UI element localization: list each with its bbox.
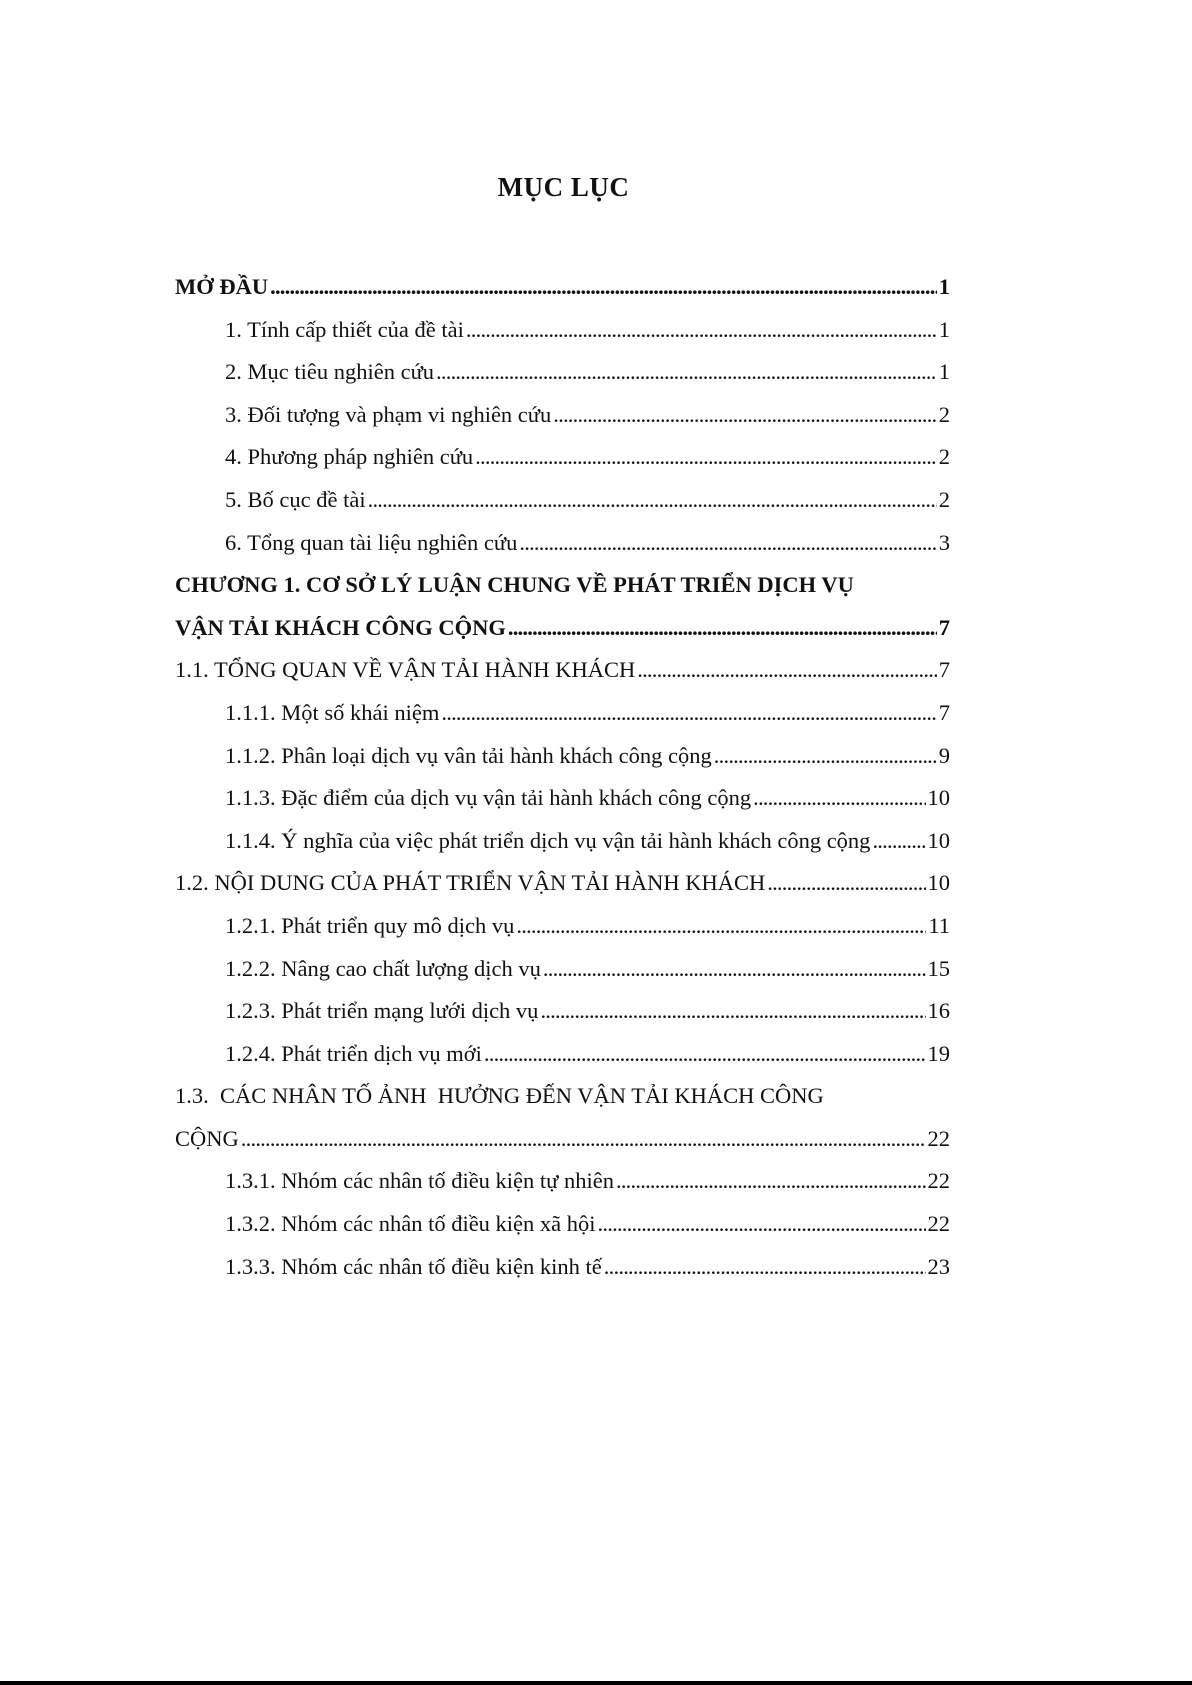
toc-entry-page: 7 (938, 657, 950, 683)
toc-entry-1-3-line1[interactable] (175, 1075, 950, 1118)
toc-dot-leader (475, 436, 937, 479)
toc-entry-page: 1 (938, 316, 950, 342)
toc-entry-phuong-phap[interactable] (175, 436, 950, 479)
toc-entry-1-1-2[interactable] (175, 735, 950, 778)
toc-dot-leader (543, 948, 926, 991)
toc-entry-page: 19 (927, 1040, 950, 1066)
toc-entry-1-1-4[interactable] (175, 820, 950, 863)
toc-entry-1-2-4[interactable] (175, 1033, 950, 1076)
toc-dot-leader (436, 351, 937, 394)
toc-entry-chuong-1-line2[interactable] (175, 607, 950, 650)
toc-dot-leader (872, 820, 925, 863)
toc-entry-label: 1. Tính cấp thiết của đề tài (225, 316, 464, 342)
toc-entry-page: 16 (927, 998, 950, 1024)
toc-entry-label: 3. Đối tượng và phạm vi nghiên cứu (225, 401, 552, 427)
toc-dot-leader (519, 522, 936, 565)
toc-entry-page: 7 (938, 699, 950, 725)
toc-entry-label: CHƯƠNG 1. CƠ SỞ LÝ LUẬN CHUNG VỀ PHÁT TRIỂN DỊCH VỤ (175, 572, 854, 598)
toc-entry-page: 22 (927, 1211, 950, 1237)
toc-entry-label: 1.1. TỔNG QUAN VỀ VẬN TẢI HÀNH KHÁCH (175, 657, 636, 683)
toc-entry-label: 1.2.2. Nâng cao chất lượng dịch vụ (225, 955, 541, 981)
toc-entry-label: 1.1.2. Phân loại dịch vụ vân tải hành khách công cộng (225, 742, 712, 768)
toc-entry-page: 15 (927, 955, 950, 981)
toc-dot-leader (714, 735, 937, 778)
toc-entry-label: 2. Mục tiêu nghiên cứu (225, 359, 435, 385)
toc-entry-1-1-3[interactable] (175, 777, 950, 820)
toc-dot-leader (540, 990, 925, 1033)
toc-entry-1-3-2[interactable] (175, 1203, 950, 1246)
toc-entry-page: 10 (927, 785, 950, 811)
toc-dot-leader (508, 607, 937, 650)
toc-dot-leader (484, 1033, 926, 1076)
toc-entry-page: 11 (928, 912, 950, 938)
toc-entry-page: 2 (938, 486, 950, 512)
toc-entry-doi-tuong[interactable] (175, 394, 950, 437)
toc-entry-page: 3 (938, 529, 950, 555)
toc-dot-leader (241, 1118, 926, 1161)
toc-dot-leader (616, 1160, 926, 1203)
toc-entry-page: 1 (938, 359, 950, 385)
toc-entry-page: 22 (927, 1168, 950, 1194)
toc-entry-1-1[interactable] (175, 649, 950, 692)
toc-dot-leader (466, 309, 937, 352)
toc-entry-page: 9 (938, 742, 950, 768)
toc-entry-page: 7 (938, 614, 950, 640)
toc-dot-leader (270, 266, 937, 309)
toc-entry-label: 1.3.1. Nhóm các nhân tố điều kiện tự nhiên (225, 1168, 614, 1194)
toc-entry-label: 1.1.3. Đặc điểm của dịch vụ vận tải hành khách công cộng (225, 785, 752, 811)
toc-entry-label: 1.3.3. Nhóm các nhân tố điều kiện kinh tế (225, 1253, 602, 1279)
toc-entry-label: VẬN TẢI KHÁCH CÔNG CỘNG (175, 614, 506, 640)
toc-dot-leader (753, 777, 925, 820)
toc-entry-1-1-1[interactable] (175, 692, 950, 735)
page-title: MỤC LỤC (497, 172, 630, 202)
toc-entry-page: 23 (927, 1253, 950, 1279)
toc-dot-leader (368, 479, 937, 522)
toc-dot-leader (767, 862, 925, 905)
toc-dot-leader (516, 905, 926, 948)
toc-entry-1-2-2[interactable] (175, 948, 950, 991)
toc-entry-label: 1.2.3. Phát triển mạng lưới dịch vụ (225, 998, 539, 1024)
toc-entry-mo-dau[interactable] (175, 266, 950, 309)
toc-entry-label: 1.3.2. Nhóm các nhân tố điều kiện xã hội (225, 1211, 596, 1237)
toc-entry-tinh-cap-thiet[interactable] (175, 309, 950, 352)
toc-entry-chuong-1-line1[interactable] (175, 564, 950, 607)
toc-entry-page: 1 (938, 274, 950, 299)
toc-entry-1-2-1[interactable] (175, 905, 950, 948)
toc-dot-leader (441, 692, 936, 735)
toc-entry-page: 10 (927, 870, 950, 896)
toc-entry-label: 1.2.4. Phát triển dịch vụ mới (225, 1040, 482, 1066)
toc-dot-leader (598, 1203, 926, 1246)
toc-entry-page: 22 (927, 1125, 950, 1151)
toc-dot-leader (604, 1246, 926, 1289)
toc-entry-label: 1.3. CÁC NHÂN TỐ ẢNH HƯỞNG ĐẾN VẬN TẢI KHÁCH CÔNG (175, 1083, 824, 1109)
toc-dot-leader (553, 394, 937, 437)
toc-entry-label: 1.1.4. Ý nghĩa của việc phát triển dịch vụ vận tải hành khách công cộng (225, 827, 871, 853)
toc-entry-bo-cuc[interactable] (175, 479, 950, 522)
toc-entry-label: CỘNG (175, 1125, 239, 1151)
toc-entry-label: MỞ ĐẦU (175, 274, 269, 299)
toc-entry-label: 1.1.1. Một số khái niệm (225, 699, 440, 725)
toc-entry-label: 1.2. NỘI DUNG CỦA PHÁT TRIỂN VẬN TẢI HÀNH KHÁCH (175, 870, 766, 896)
table-of-contents (175, 266, 950, 1288)
toc-entry-page: 2 (938, 444, 950, 470)
toc-entry-1-3-line2[interactable] (175, 1118, 950, 1161)
toc-dot-leader (637, 649, 937, 692)
toc-entry-1-3-1[interactable] (175, 1160, 950, 1203)
toc-entry-1-2[interactable] (175, 862, 950, 905)
toc-entry-label: 6. Tổng quan tài liệu nghiên cứu (225, 529, 518, 555)
toc-entry-page: 10 (927, 827, 950, 853)
toc-entry-1-2-3[interactable] (175, 990, 950, 1033)
bottom-border (0, 1681, 1192, 1685)
toc-entry-label: 4. Phương pháp nghiên cứu (225, 444, 474, 470)
toc-entry-label: 1.2.1. Phát triển quy mô dịch vụ (225, 912, 515, 938)
toc-entry-1-3-3[interactable] (175, 1246, 950, 1289)
toc-entry-muc-tieu[interactable] (175, 351, 950, 394)
toc-entry-label: 5. Bố cục đề tài (225, 486, 366, 512)
toc-entry-tong-quan-tai-lieu[interactable] (175, 522, 950, 565)
toc-entry-page: 2 (938, 401, 950, 427)
